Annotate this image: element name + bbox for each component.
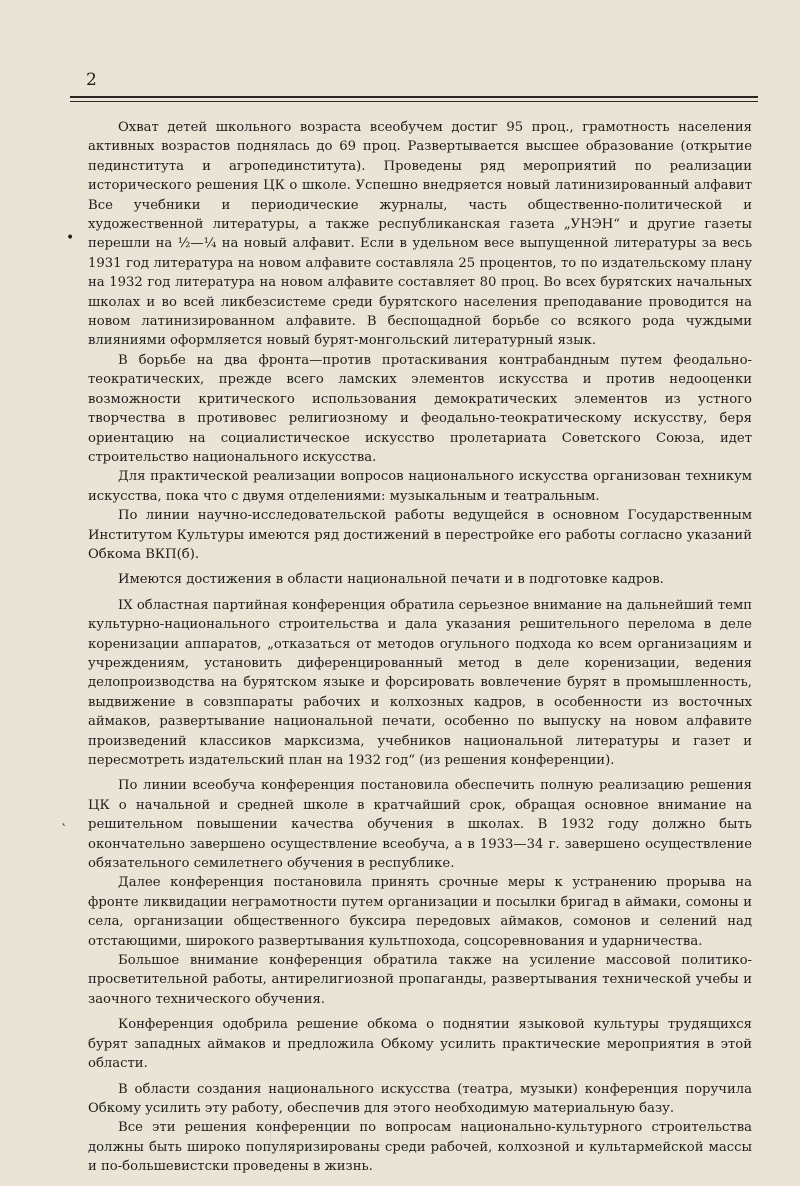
page-number: 2 — [86, 70, 98, 90]
header-rule-thin — [70, 101, 758, 102]
paragraph: По линии всеобуча конференция постановила обеспечить полную реализацию решения ЦК о начальной и средней школе в кратчайший срок, обращая основное внимание на решительном повышении качества обучения в школах. В 1932 году должно быть окончательно завершено осуществление всеобуча, а в 1933—34 г. завершено осуществление обязательного семилетнего обучения в республике. — [88, 778, 752, 872]
body-text — [88, 118, 752, 1177]
margin-dot-mark: • — [66, 230, 75, 246]
paragraph: Далее конференция постановила принять срочные меры к устранению прорыва на фронте ликвидации неграмотности путем организации и посылки бригад в аймаки, сомоны и села, организации общественного буксира передовых аймаков, сомонов и селений над отстающими, широкого развертывания культпохода, соцсоревнования и ударничества. — [88, 875, 752, 949]
margin-tick-mark: ‵ — [62, 822, 66, 838]
header-rule — [70, 96, 758, 98]
paragraph: IX областная партийная конференция обратила серьезное внимание на дальнейший темп культурно-национального строительства и дала указания решительного перелома в деле коренизации аппаратов, „отказаться от методов огульного подхода ко всем организациям и учреждениям, установить диференцированный метод в деле коренизации, ведения делопроизводства на бурятском языке и форсировать вовлечение бурят в промышленность, выдвижение в совзппараты рабочих и колхозных кадров, в особенности из восточных аймаков, развертывание национальной печати, особенно по выпуску на новом алфавите произведений классиков марксизма, учебников национальной литературы и газет и пересмотреть издательский план на 1932 год“ (из решения конференции). — [88, 597, 752, 768]
paragraph: По линии научно-исследовательской работы ведущейся в основном Государственным Институтом Культуры имеются ряд достижений в перестройке его работы согласно указаний Обкома ВКП(б). — [88, 508, 752, 562]
paragraph: Имеются достижения в области национальной печати и в подготовке кадров. — [118, 572, 664, 588]
paragraph: Большое внимание конференция обратила также на усиление массовой политико-просветительной работы, антирелигиозной пропаганды, развертывания технической учебы и заочного технического обучения. — [88, 953, 752, 1007]
paragraph: Конференция одобрила решение обкома о поднятии языковой культуры трудящихся бурят западных аймаков и предложила Обкому усилить практические мероприятия в этой области. — [88, 1017, 752, 1072]
paragraph: Для практической реализации вопросов национального искусства организован техникум искусства, пока что с двумя отделениями: музыкальным и театральным. — [88, 469, 752, 504]
paragraph: Охват детей школьного возраста всеобучем достиг 95 проц., грамотность населения активных возрастов поднялась до 69 проц. Развертывается высшее образование (открытие пединститута и агропединститута). Проведены ряд мероприятий по реализации исторического решения ЦК о школе. Успешно внедряется новый латинизированный алфавит Все учебники и периодические журналы, часть общественно-политической и художественной литературы, а также республиканская газета „УНЭН“ и другие газеты перешли на ½—¼ на новый алфавит. Если в удельном весе выпущенной литературы за весь 1931 год литература на новом алфавите составляла 25 процентов, то по издательскому плану на 1932 год литература на новом алфавите составляет 80 проц. Во всех бурятских начальных школах и во всей ликбезсистеме среди бурятского населения преподавание проводится на новом латинизированном алфавите. В беспощадной борьбе со всякого рода чуждыми влияниями оформляется новый бурят-монгольский литературный язык. — [88, 120, 752, 349]
faded-stamp — [270, 1092, 462, 1146]
paragraph: В борьбе на два фронта—против протаскивания контрабандным путем феодально-теократических, прежде всего ламских элементов искусства и против недооценки возможности критического использования демократических элементов из устного творчества в противовес религиозному и феодально-теократическому искусству, беря ориентацию на социалистическое искусство пролетариата Советского Союза, идет строительство национального искусства. — [88, 352, 752, 465]
paragraph: Все эти решения конференции по вопросам национально-культурного строительства должны быть широко популяризированы среди рабочей, колхозной и культармейской массы и по-большевистски проведены в жизнь. — [88, 1120, 752, 1175]
paragraph: В области создания национального искусства (театра, музыки) конференция поручила Обкому усилить эту работу, обеспечив для этого необходимую материальную базу. — [88, 1081, 752, 1116]
